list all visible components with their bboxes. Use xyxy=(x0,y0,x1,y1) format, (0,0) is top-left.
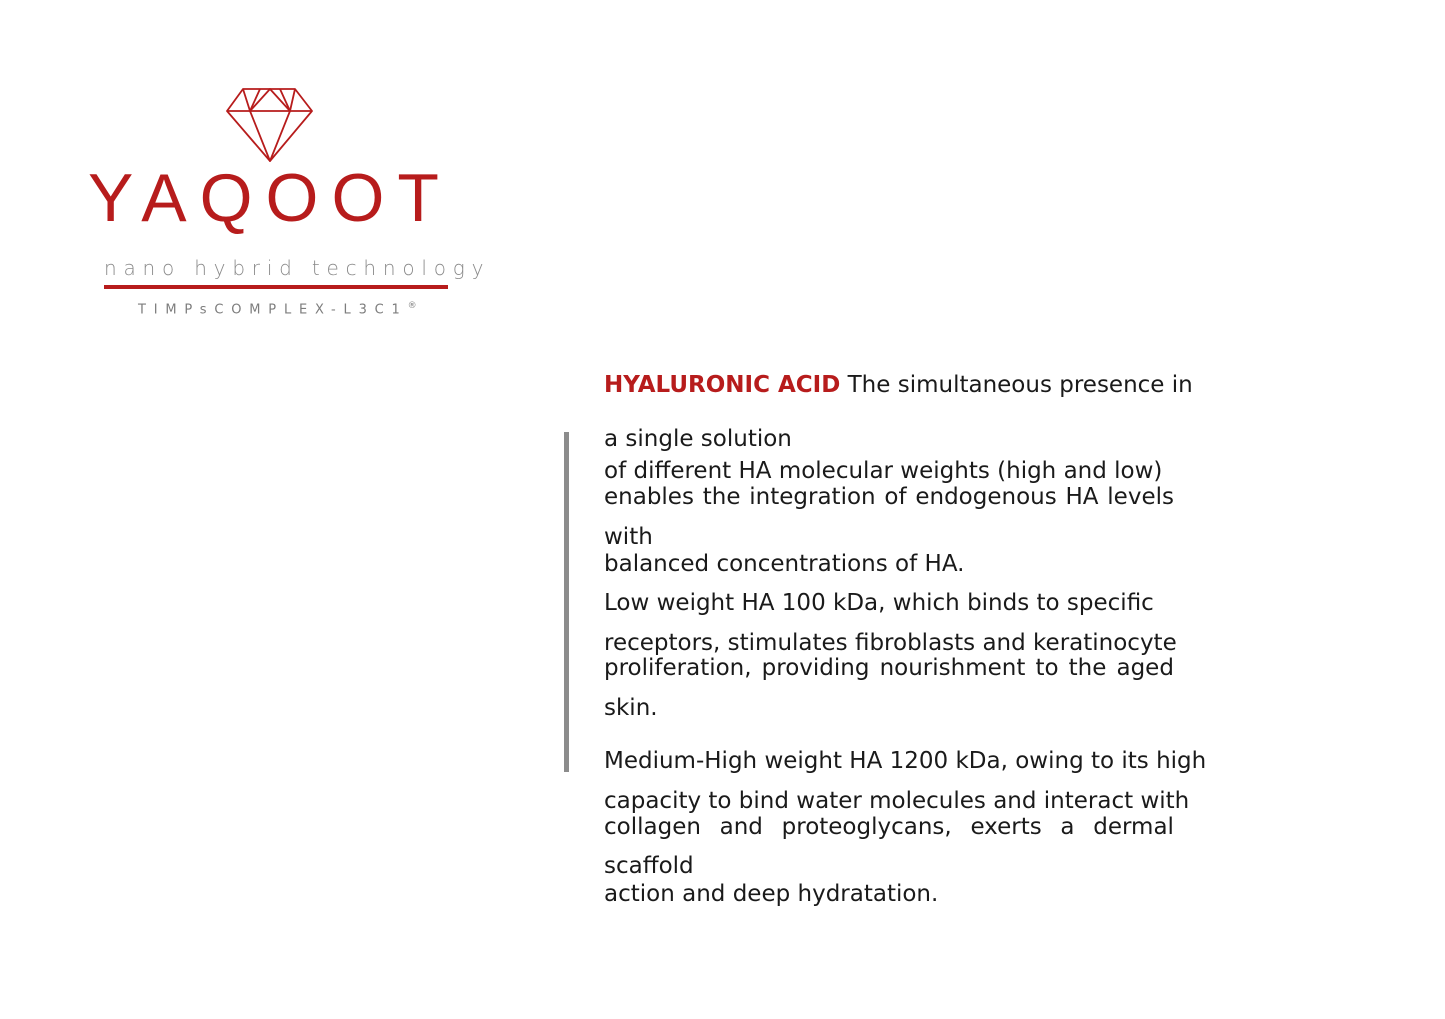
word: the xyxy=(1068,655,1107,681)
word: the xyxy=(702,484,741,510)
text-line: a single solution xyxy=(604,426,792,452)
word: collagen xyxy=(604,814,701,840)
text-line: capacity to bind water molecules and interact with xyxy=(604,788,1190,814)
word: levels xyxy=(1107,484,1174,510)
text-line: action and deep hydratation. xyxy=(604,881,939,907)
word: enables xyxy=(604,484,694,510)
complex-name: TIMPsCOMPLEX-L3C1® xyxy=(138,301,417,318)
text-line: balanced concentrations of HA. xyxy=(604,551,965,577)
word: integration xyxy=(749,484,876,510)
text-line: scaffold xyxy=(604,853,694,879)
brand-name: YAQOOT xyxy=(88,160,452,236)
section-title: HYALURONIC ACID xyxy=(604,372,841,398)
text-line: Low weight HA 100 kDa, which binds to specific xyxy=(604,590,1154,616)
text-line: HYALURONIC ACID The simultaneous presence in xyxy=(604,372,1193,398)
text-line-justified xyxy=(604,483,1174,511)
registered-mark: ® xyxy=(407,301,417,311)
word: proliferation, xyxy=(604,655,752,681)
text-line-justified xyxy=(604,813,1174,841)
vertical-divider xyxy=(564,432,569,772)
text-line: receptors, stimulates fibroblasts and keratinocyte xyxy=(604,630,1177,656)
word: and xyxy=(719,814,763,840)
text-line: with xyxy=(604,524,653,550)
word: providing xyxy=(761,655,870,681)
text-line: skin. xyxy=(604,695,658,721)
text-line: Medium-High weight HA 1200 kDa, owing to its high xyxy=(604,748,1207,774)
word: nourishment xyxy=(879,655,1026,681)
word: dermal xyxy=(1093,814,1174,840)
word: aged xyxy=(1116,655,1174,681)
text-line: of different HA molecular weights (high and low) xyxy=(604,458,1163,484)
word: of xyxy=(884,484,907,510)
divider xyxy=(104,285,448,289)
word: endogenous xyxy=(915,484,1057,510)
brand-tagline: nano hybrid technology xyxy=(104,256,491,280)
text-line-justified xyxy=(604,654,1174,682)
word: HA xyxy=(1065,484,1099,510)
word: to xyxy=(1035,655,1059,681)
word: exerts xyxy=(970,814,1042,840)
word: a xyxy=(1060,814,1075,840)
word: proteoglycans, xyxy=(781,814,952,840)
